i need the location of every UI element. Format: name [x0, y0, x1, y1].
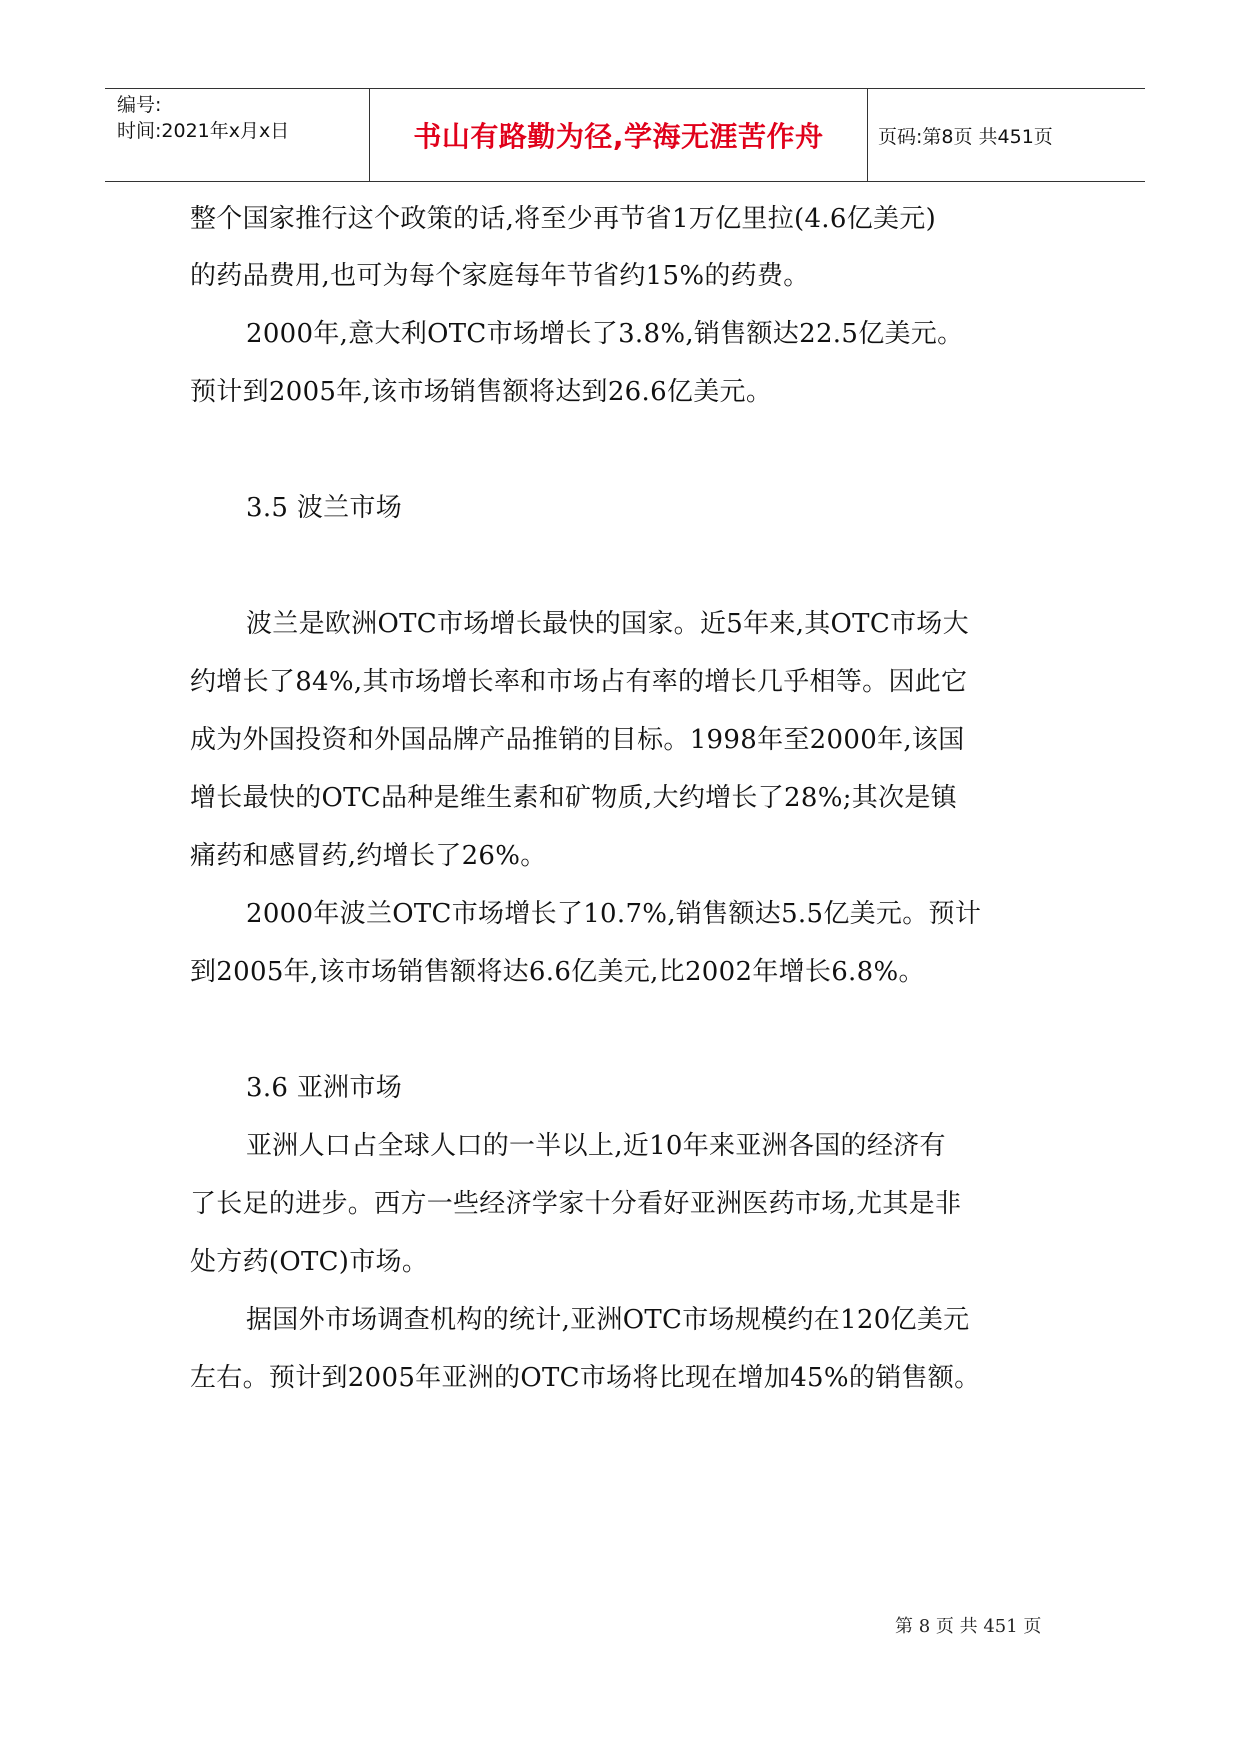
body-line: 处方药(OTC)市场。 [190, 1247, 429, 1277]
body-line: 整个国家推行这个政策的话,将至少再节省1万亿里拉(4.6亿美元) [190, 204, 937, 234]
header-page-code [868, 89, 1145, 181]
body-line: 亚洲人口占全球人口的一半以上,近10年来亚洲各国的经济有 [246, 1131, 946, 1161]
motto: 书山有路勤为径,学海无涯苦作舟 [413, 120, 824, 153]
body-line: 了长足的进步。西方一些经济学家十分看好亚洲医药市场,尤其是非 [190, 1189, 962, 1219]
page-footer: 第 8 页 共 451 页 [895, 1616, 1042, 1637]
body-line: 波兰是欧洲OTC市场增长最快的国家。近5年来,其OTC市场大 [246, 609, 969, 639]
body-line: 2000年波兰OTC市场增长了10.7%,销售额达5.5亿美元。预计 [246, 899, 982, 929]
body-line: 增长最快的OTC品种是维生素和矿物质,大约增长了28%;其次是镇 [190, 783, 957, 813]
body-line: 预计到2005年,该市场销售额将达到26.6亿美元。 [190, 377, 773, 407]
body-line: 左右。预计到2005年亚洲的OTC市场将比现在增加45%的销售额。 [190, 1363, 981, 1393]
body-line: 到2005年,该市场销售额将达6.6亿美元,比2002年增长6.8%。 [190, 957, 925, 987]
body-line: 约增长了84%,其市场增长率和市场占有率的增长几乎相等。因此它 [190, 667, 968, 697]
body-line: 的药品费用,也可为每个家庭每年节省约15%的药费。 [190, 261, 810, 291]
header-meta [105, 89, 370, 181]
section-heading-poland: 3.5 波兰市场 [246, 493, 403, 523]
page-header [105, 88, 1145, 182]
document-number-label: 编号: [117, 94, 162, 116]
body-line: 2000年,意大利OTC市场增长了3.8%,销售额达22.5亿美元。 [246, 319, 964, 349]
body-line: 痛药和感冒药,约增长了26%。 [190, 841, 547, 871]
body-line: 据国外市场调查机构的统计,亚洲OTC市场规模约在120亿美元 [246, 1305, 970, 1335]
page-code: 页码:第8页 共451页 [878, 125, 1053, 148]
header-motto-cell [370, 89, 868, 181]
document-time: 时间:2021年x月x日 [117, 120, 290, 142]
body-line: 成为外国投资和外国品牌产品推销的目标。1998年至2000年,该国 [190, 725, 965, 755]
section-heading-asia: 3.6 亚洲市场 [246, 1073, 403, 1103]
